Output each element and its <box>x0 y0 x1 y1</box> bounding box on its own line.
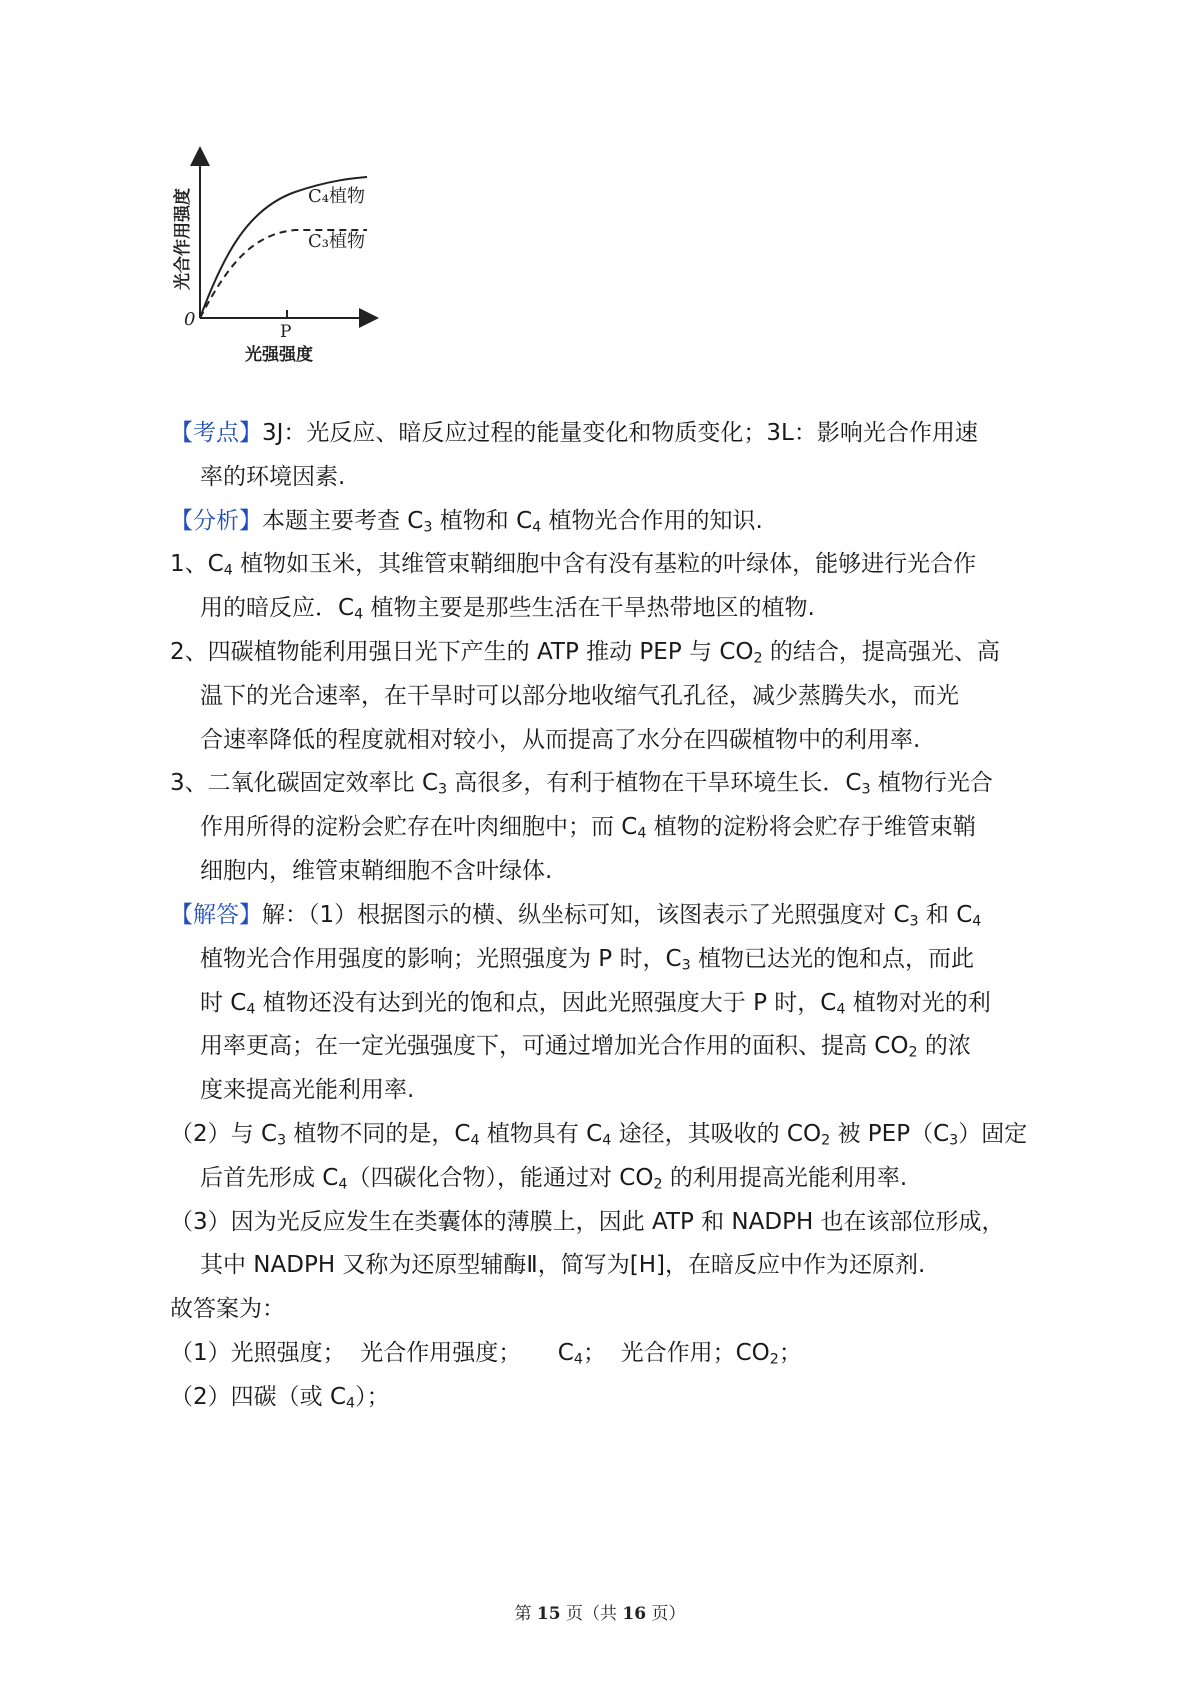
kaodian-tag: 【考点】 <box>170 420 262 446</box>
jieda-line-2: 植物光合作用强度的影响；光照强度为 P 时，$C_3$ 植物已达光的饱和点，而此 <box>200 946 974 974</box>
total-page-number: 16 <box>622 1604 647 1624</box>
c3-curve-label: C₃植物 <box>308 231 365 252</box>
jieda-line-1: 【解答】解：（1）根据图示的横、纵坐标可知，该图表示了光照强度对 $C_3$ 和 $C_4$ <box>170 902 982 930</box>
part3-line-1: （3）因为光反应发生在类囊体的薄膜上，因此 ATP 和 NADPH 也在该部位形成， <box>170 1209 1005 1235</box>
item3-line-2: 作用所得的淀粉会贮存在叶肉细胞中；而 $C_4$ 植物的淀粉将会贮存于维管束鞘 <box>200 814 976 842</box>
answer-intro: 故答案为： <box>170 1296 285 1322</box>
item2-line-2: 温下的光合速率，在干旱时可以部分地收缩气孔孔径，减少蒸腾失水，而光 <box>200 683 959 709</box>
item3-line-3: 细胞内，维管束鞘细胞不含叶绿体. <box>200 858 553 884</box>
item1-line-2: 用的暗反应．$C_4$ 植物主要是那些生活在干旱热带地区的植物. <box>200 595 815 623</box>
kaodian-line-2: 率的环境因素. <box>200 464 346 490</box>
fenxi-line: 【分析】本题主要考查 $C_3$ 植物和 $C_4$ 植物光合作用的知识. <box>170 508 763 536</box>
kaodian-line-1: 【考点】3J：光反应、暗反应过程的能量变化和物质变化；3L：影响光合作用速 <box>170 420 978 446</box>
item1-line-1: 1、$C_4$ 植物如玉米，其维管束鞘细胞中含有没有基粒的叶绿体，能够进行光合作 <box>170 551 977 579</box>
jieda-line-5: 度来提高光能利用率. <box>200 1077 415 1103</box>
part3-line-2: 其中 NADPH 又称为还原型辅酶Ⅱ，简写为[H]，在暗反应中作为还原剂. <box>200 1252 926 1278</box>
jieda-line-3: 时 $C_4$ 植物还没有达到光的饱和点，因此光照强度大于 P 时，$C_4$ 植物对光的利 <box>200 990 991 1018</box>
answer-line-1: （1）光照强度； 光合作用强度； $C_4$； 光合作用；$CO_2$； <box>170 1340 802 1368</box>
jieda-line-4: 用率更高；在一定光强强度下，可通过增加光合作用的面积、提高 $CO_2$ 的浓 <box>200 1033 971 1061</box>
jieda-tag: 【解答】 <box>170 902 262 928</box>
answer-line-2: （2）四碳（或 $C_4$）； <box>170 1384 390 1412</box>
fenxi-tag: 【分析】 <box>170 508 262 534</box>
item3-line-1: 3、二氧化碳固定效率比 $C_3$ 高很多，有利于植物在干旱环境生长．$C_3$ 植物行光合 <box>170 770 993 798</box>
current-page-number: 15 <box>536 1604 561 1624</box>
part2-line-2: 后首先形成 $C_4$（四碳化合物），能通过对 $CO_2$ 的利用提高光能利用率. <box>200 1165 908 1193</box>
y-axis-label: 光合作用强度 <box>173 188 193 290</box>
page-footer: 第 15 页（共 16 页） <box>514 1604 686 1624</box>
item2-line-3: 合速率降低的程度就相对较小，从而提高了水分在四碳植物中的利用率. <box>200 727 921 753</box>
part2-line-1: （2）与 $C_3$ 植物不同的是，$C_4$ 植物具有 $C_4$ 途径，其吸收的 $CO_2$ 被 $PEP(C_3)$固定 <box>170 1121 1028 1149</box>
origin-label: 0 <box>184 309 196 330</box>
photosynthesis-light-curve-figure <box>170 140 430 400</box>
x-axis-label: 光强强度 <box>245 345 313 365</box>
c4-curve-label: C₄植物 <box>308 186 365 207</box>
item2-line-1: 2、四碳植物能利用强日光下产生的 ATP 推动 PEP 与 $CO_2$ 的结合，提高强光、高 <box>170 639 1000 667</box>
p-label: P <box>280 322 292 342</box>
